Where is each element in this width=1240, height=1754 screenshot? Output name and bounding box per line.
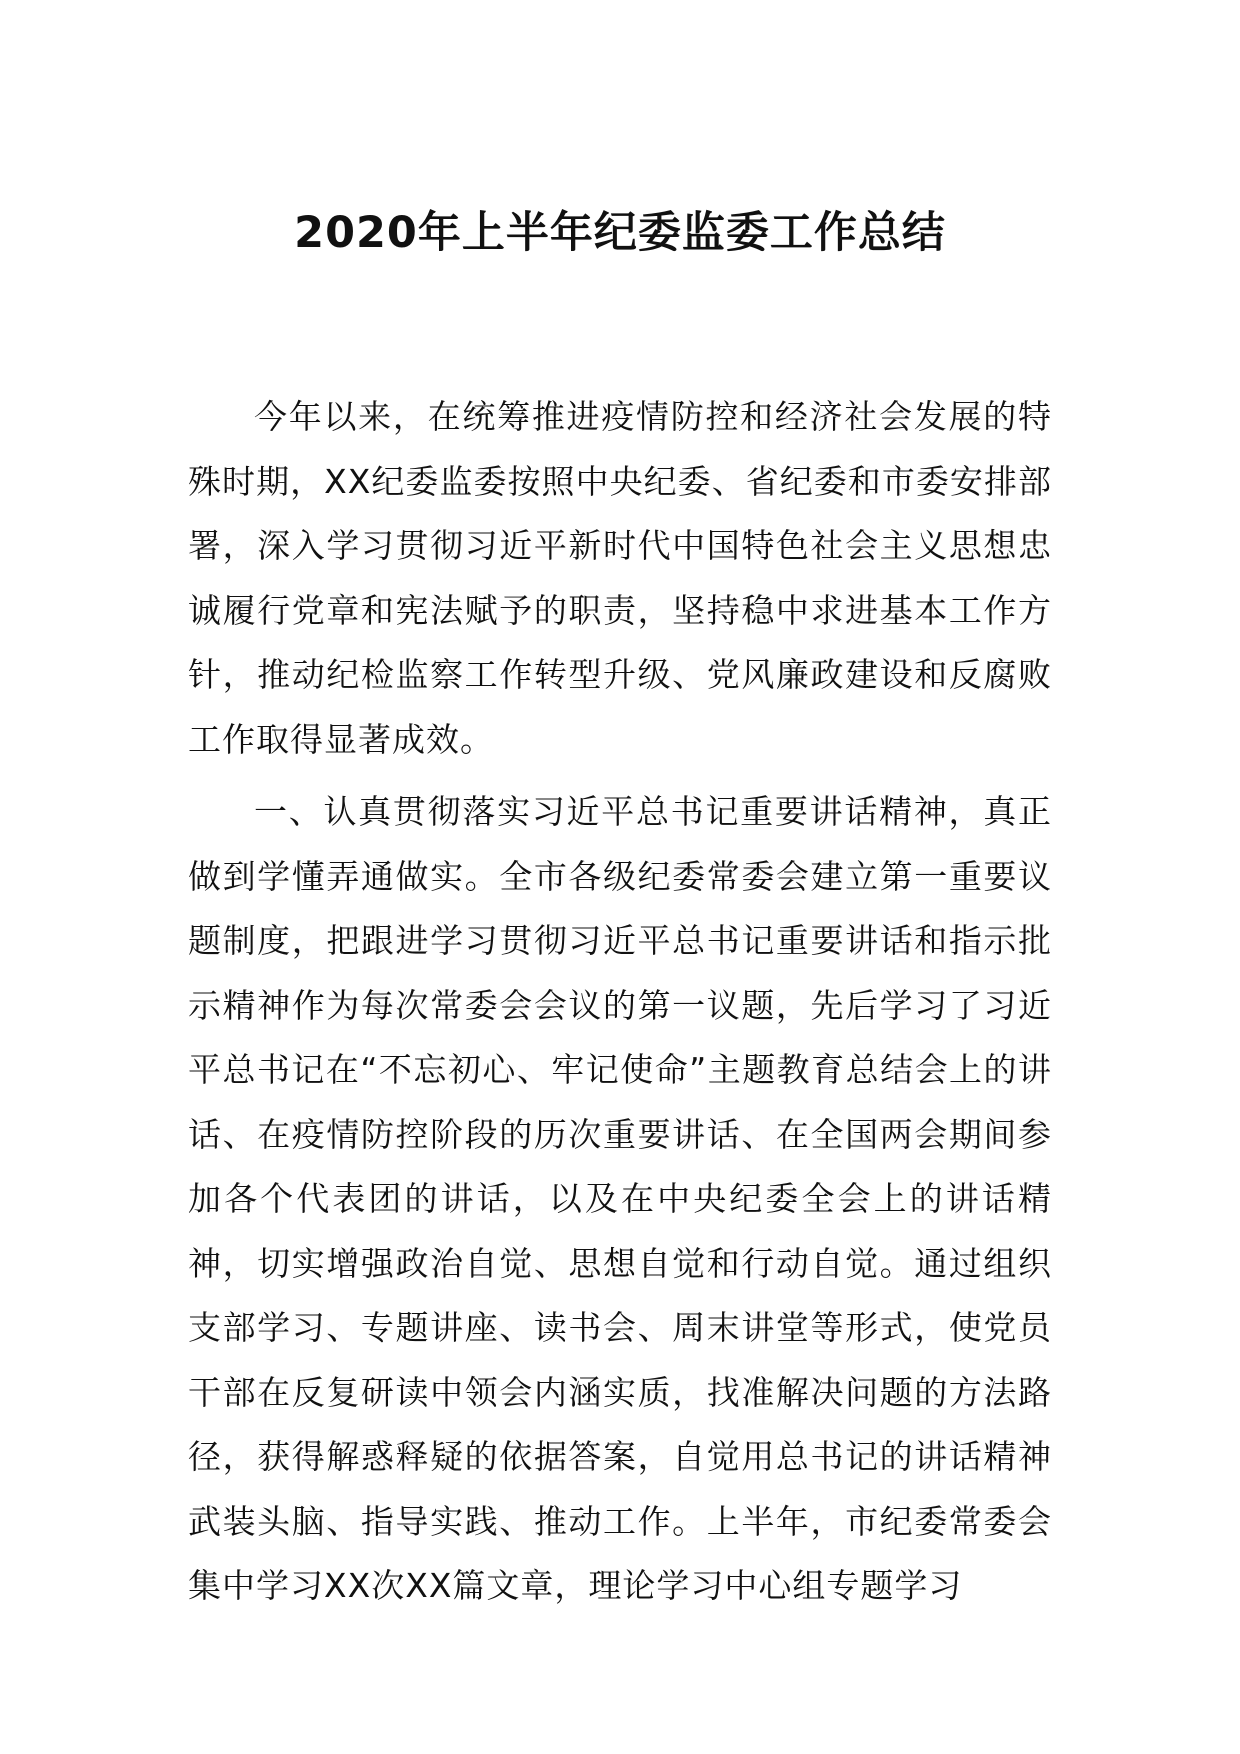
section-heading: 一、认真贯彻落实习近平总书记重要讲话精神，真正做到学懂弄通做实。	[188, 792, 1052, 896]
intro-paragraph	[188, 385, 1052, 772]
section-one-paragraph	[188, 780, 1052, 1619]
document-title: 2020年上半年纪委监委工作总结	[294, 208, 946, 258]
document-body	[188, 385, 1052, 1627]
paragraph-text: 今年以来，在统筹推进疫情防控和经济社会发展的特殊时期，XX纪委监委按照中央纪委、省纪委和市委安排部署，深入学习贯彻习近平新时代中国特色社会主义思想忠诚履行党章和宪法赋予的职责，坚持稳中求进基本工作方针，推动纪检监察工作转型升级、党风廉政建设和反腐败工作取得显著成效。	[188, 397, 1052, 759]
paragraph-text: 全市各级纪委常委会建立第一重要议题制度，把跟进学习贯彻习近平总书记重要讲话和指示批示精神作为每次常委会会议的第一议题，先后学习了习近平总书记在“不忘初心、牢记使命”主题教育总结会上的讲话、在疫情防控阶段的历次重要讲话、在全国两会期间参加各个代表团的讲话，以及在中央纪委全会上的讲话精神，切实增强政治自觉、思想自觉和行动自觉。通过组织支部学习、专题讲座、读书会、周末讲堂等形式，使党员干部在反复研读中领会内涵实质，找准解决问题的方法路径，获得解惑释疑的依据答案，自觉用总书记的讲话精神武装头脑、指导实践、推动工作。上半年，市纪委常委会集中学习XX次XX篇文章，理论学习中心组专题学习	[188, 856, 1053, 1605]
